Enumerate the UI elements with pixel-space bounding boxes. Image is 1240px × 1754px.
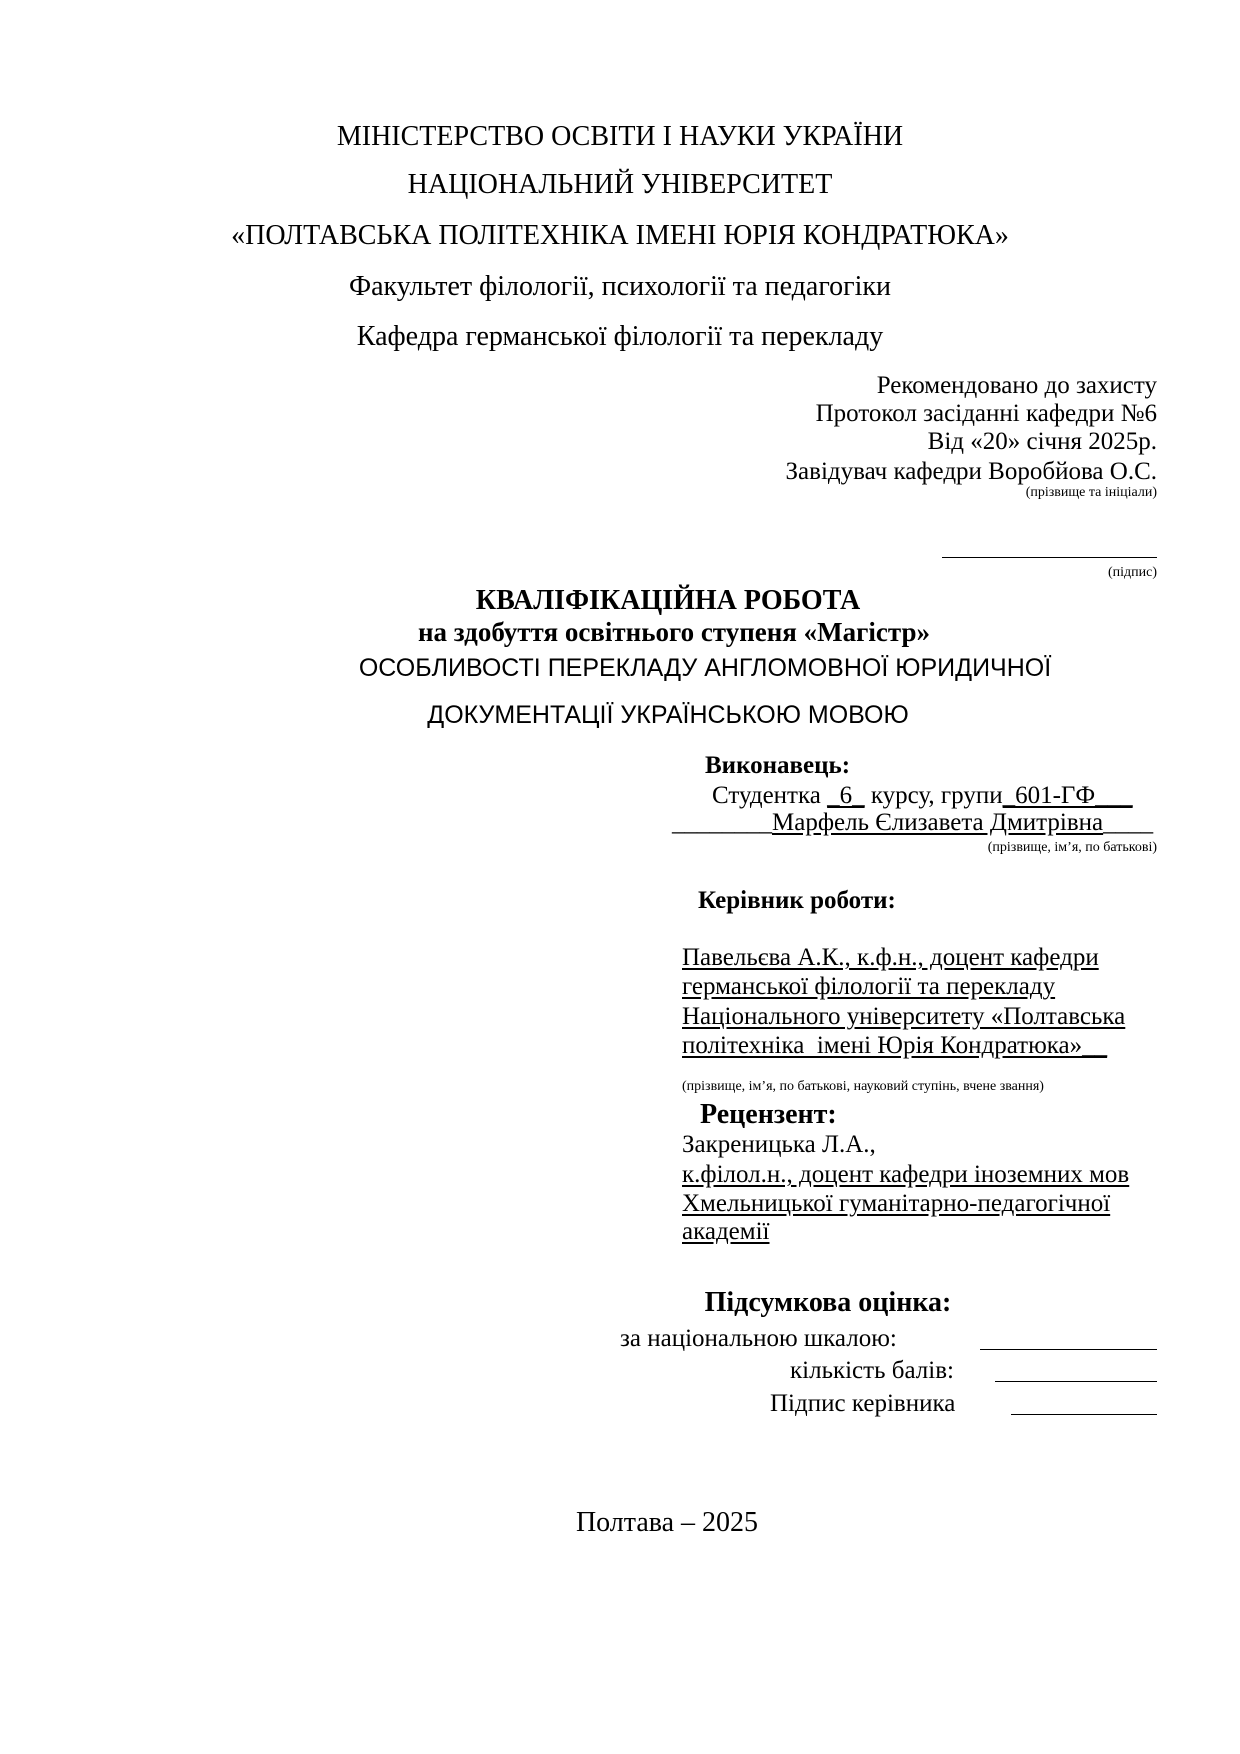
approval-line: Рекомендовано до захисту <box>876 372 1157 399</box>
university-name-line2: «ПОЛТАВСЬКА ПОЛІТЕХНІКА ІМЕНІ ЮРІЯ КОНДРАТЮКА» <box>231 220 1009 251</box>
signature-line <box>942 557 1157 558</box>
supervisor-line: Національного університету «Полтавська <box>682 1003 1126 1030</box>
performer-heading: Виконавець: <box>705 752 851 779</box>
supervisor-signature-label: Підпис керівника <box>770 1390 956 1417</box>
reviewer-heading: Рецензент: <box>700 1099 837 1130</box>
performer-caption: (прізвище, ім’я, по батькові) <box>987 840 1157 855</box>
points-label: кількість балів: <box>790 1357 954 1384</box>
university-name-line1: НАЦІОНАЛЬНИЙ УНІВЕРСИТЕТ <box>407 169 833 200</box>
grade-heading: Підсумкова оцінка: <box>704 1287 952 1318</box>
approval-caption-signature: (підпис) <box>1107 565 1157 580</box>
student-label: Студентка <box>712 782 828 809</box>
group-value: _601-ГФ___ <box>1002 782 1133 809</box>
name-suffix: ____ <box>1103 809 1154 836</box>
faculty-name: Факультет філології, психології та педагогіки <box>349 271 891 302</box>
course-value: _6_ <box>827 782 865 809</box>
approval-date: Від «20» січня 2025р. <box>927 428 1157 455</box>
points-blank <box>995 1381 1157 1382</box>
place-year: Полтава – 2025 <box>575 1507 759 1538</box>
reviewer-line: Хмельницької гуманітарно-педагогічної <box>682 1190 1111 1217</box>
student-name: Марфель Єлизавета Дмитрівна <box>772 809 1104 836</box>
work-title-line2: ДОКУМЕНТАЦІЇ УКРАЇНСЬКОЮ МОВОЮ <box>427 701 909 729</box>
department-name: Кафедра германської філології та перекладу <box>356 321 884 352</box>
reviewer-line: к.філол.н., доцент кафедри іноземних мов <box>682 1161 1130 1188</box>
student-course-group <box>712 782 1133 810</box>
student-name-row <box>672 809 1153 837</box>
reviewer-line: Закреницька Л.А., <box>682 1131 876 1158</box>
supervisor-heading: Керівник роботи: <box>698 887 896 914</box>
work-title-line1: ОСОБЛИВОСТІ ПЕРЕКЛАДУ АНГЛОМОВНОЇ ЮРИДИЧНОЇ <box>358 654 1052 682</box>
supervisor-line: Павельєва А.К., к.ф.н., доцент кафедри <box>682 944 1099 971</box>
supervisor-line: політехніка імені Юрія Кондратюка»__ <box>682 1032 1108 1059</box>
supervisor-line: германської філології та перекладу <box>682 973 1056 1000</box>
approval-caption-name: (прізвище та ініціали) <box>1025 485 1157 500</box>
work-type: КВАЛІФІКАЦІЙНА РОБОТА <box>475 585 861 616</box>
supervisor-caption: (прізвище, ім’я, по батькові, науковий ступінь, вчене звання) <box>682 1079 1044 1094</box>
reviewer-line: академії <box>682 1218 770 1245</box>
group-label: курсу, групи <box>864 782 1003 809</box>
approval-protocol: Протокол засіданні кафедри №6 <box>815 400 1157 427</box>
work-degree: на здобуття освітнього ступеня «Магістр» <box>417 617 931 647</box>
supervisor-signature-blank <box>1011 1414 1157 1415</box>
approval-head: Завідувач кафедри Воробйова О.С. <box>785 458 1157 485</box>
name-prefix: ________ <box>672 809 772 836</box>
national-scale-label: за національною шкалою: <box>620 1325 897 1352</box>
ministry-name: МІНІСТЕРСТВО ОСВІТИ І НАУКИ УКРАЇНИ <box>336 121 904 152</box>
national-scale-blank <box>980 1349 1157 1350</box>
